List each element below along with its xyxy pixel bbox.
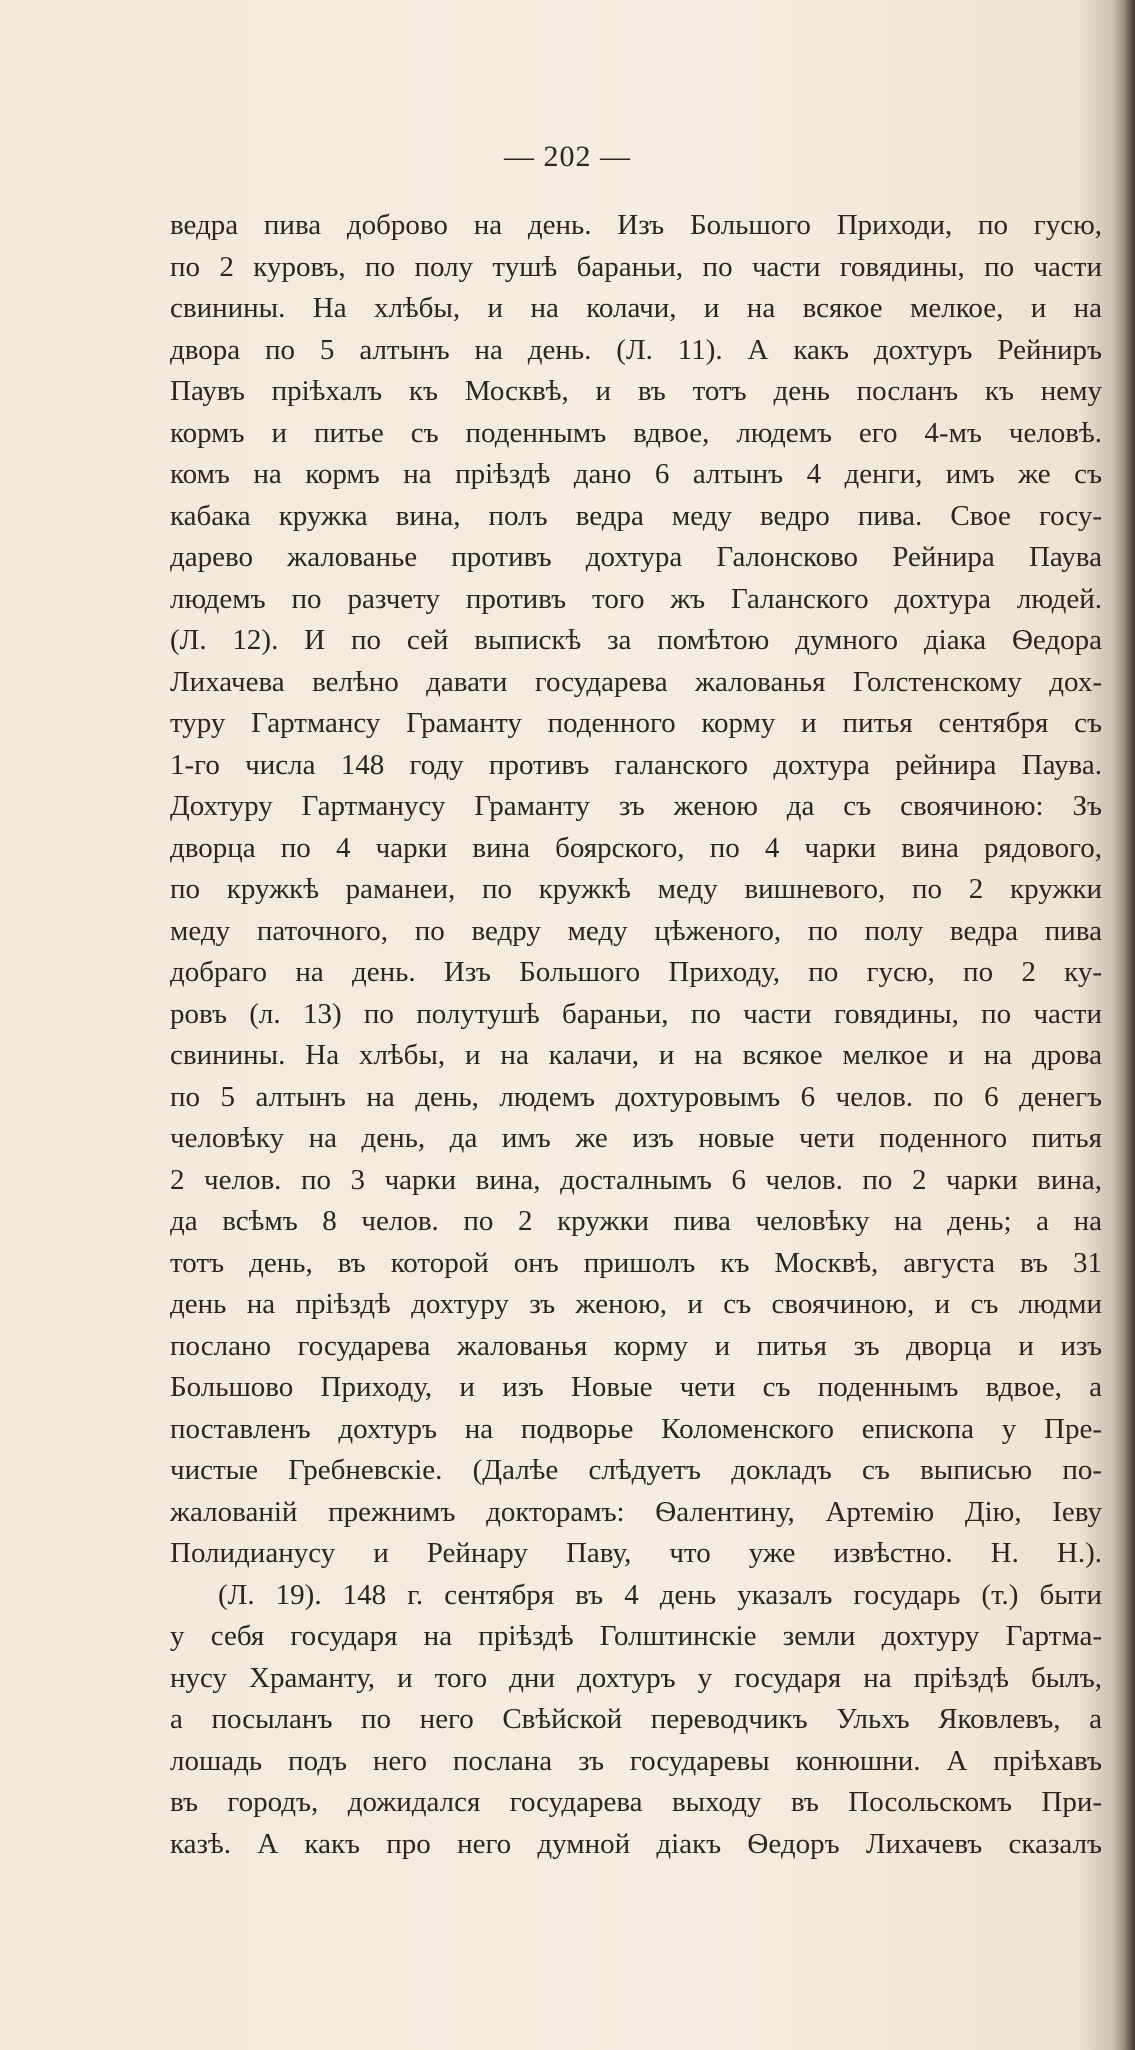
- text-line: свинины. На хлѣбы, и на колачи, и на всякое мелкое, и на: [170, 292, 1102, 324]
- text-line: свинины. На хлѣбы, и на калачи, и на всякое мелкое и на дрова: [170, 1039, 1102, 1071]
- text-line: а посыланъ по него Свѣйской переводчикъ Ульхъ Яковлевъ, а: [170, 1703, 1102, 1735]
- text-line: меду паточного, по ведру меду цѣженого, по полу ведра пива: [170, 914, 1102, 947]
- text-line: людемъ по разчету противъ того жъ Галанского дохтура людей.: [170, 582, 1102, 615]
- text-line: по 2 куровъ, по полу тушѣ бараньи, по части говядины, по части: [170, 250, 1102, 283]
- text-line: поставленъ дохтуръ на подворье Коломенского епископа у Пре-: [170, 1412, 1102, 1445]
- text-line: двора по 5 алтынъ на день. (Л. 11). А какъ дохтуръ Рейниръ: [170, 333, 1102, 366]
- text-line: кормъ и питье съ поденнымъ вдвое, людемъ его 4-мъ человѣ.: [170, 416, 1102, 449]
- text-line: ровъ (л. 13) по полутушѣ бараньи, по части говядины, по части: [170, 997, 1102, 1030]
- text-line: Полидианусу и Рейнару Паву, что уже извѣстно. Н. Н.).: [170, 1537, 1102, 1569]
- text-line: по кружкѣ раманеи, по кружкѣ меду вишневого, по 2 кружки: [170, 873, 1102, 905]
- text-line: (Л. 19). 148 г. сентября въ 4 день указалъ государь (т.) быти: [218, 1578, 1102, 1611]
- text-line: лошадь подъ него послана зъ государевы конюшни. А пріѣхавъ: [170, 1744, 1102, 1777]
- text-line: тотъ день, въ которой онъ пришолъ къ Москвѣ, августа въ 31: [170, 1246, 1102, 1279]
- page-number: — 202 —: [504, 140, 631, 173]
- text-line: туру Гартмансу Граманту поденного корму и питья сентября съ: [170, 707, 1102, 739]
- text-line: послано государева жалованья корму и питья зъ дворца и изъ: [170, 1329, 1102, 1362]
- text-line: да всѣмъ 8 челов. по 2 кружки пива человѣку на день; а на: [170, 1205, 1102, 1237]
- text-line: день на пріѣздѣ дохтуру зъ женою, и съ своячиною, и съ людми: [170, 1288, 1102, 1320]
- text-line: казѣ. А какъ про него думной діакъ Ѳедоръ Лихачевъ сказалъ: [170, 1827, 1102, 1860]
- binding-shadow: [1113, 0, 1135, 2050]
- text-line: чистые Гребневскіе. (Далѣе слѣдуетъ докладъ съ выписью по-: [170, 1454, 1102, 1486]
- text-line: дворца по 4 чарки вина боярского, по 4 чарки вина рядового,: [170, 831, 1102, 864]
- text-line: Лихачева велѣно давати государева жалованья Голстенскому дох-: [170, 665, 1102, 698]
- text-line: по 5 алтынъ на день, людемъ дохтуровымъ 6 челов. по 6 денегъ: [170, 1080, 1102, 1113]
- text-line: Паувъ пріѣхалъ къ Москвѣ, и въ тотъ день посланъ къ нему: [170, 375, 1102, 407]
- text-line: 1-го числа 148 году противъ галанского дохтура рейнира Паува.: [170, 748, 1102, 781]
- text-line: 2 челов. по 3 чарки вина, досталнымъ 6 челов. по 2 чарки вина,: [170, 1163, 1102, 1196]
- text-line: нусу Храманту, и того дни дохтуръ у государя на пріѣздѣ былъ,: [170, 1661, 1102, 1694]
- text-line: человѣку на день, да имъ же изъ новые чети поденного питья: [170, 1122, 1102, 1154]
- text-line: ведра пива доброво на день. Изъ Большого Приходи, по гусю,: [170, 209, 1102, 241]
- text-line: жалованій прежнимъ докторамъ: Ѳалентину, Артемію Дію, Іеву: [170, 1495, 1102, 1528]
- text-line: (Л. 12). И по сей выпискѣ за помѣтою думного діака Ѳедора: [170, 624, 1102, 656]
- body-text: [170, 205, 1102, 1865]
- text-line: дарево жалованье противъ дохтура Галонсково Рейнира Паува: [170, 541, 1102, 573]
- text-line: кабака кружка вина, полъ ведра меду ведро пива. Свое госу-: [170, 499, 1102, 532]
- text-line: Дохтуру Гартманусу Граманту зъ женою да съ своячиною: Зъ: [170, 790, 1102, 822]
- text-line: добраго на день. Изъ Большого Приходу, по гусю, по 2 ку-: [170, 956, 1102, 988]
- text-line: въ городъ, дожидался государева выходу въ Посольскомъ При-: [170, 1786, 1102, 1818]
- text-line: у себя государя на пріѣздѣ Голштинскіе земли дохтуру Гартма-: [170, 1620, 1102, 1652]
- text-line: комъ на кормъ на пріѣздѣ дано 6 алтынъ 4 денги, имъ же съ: [170, 458, 1102, 490]
- text-line: Большово Приходу, и изъ Новые чети съ поденнымъ вдвое, а: [170, 1371, 1102, 1403]
